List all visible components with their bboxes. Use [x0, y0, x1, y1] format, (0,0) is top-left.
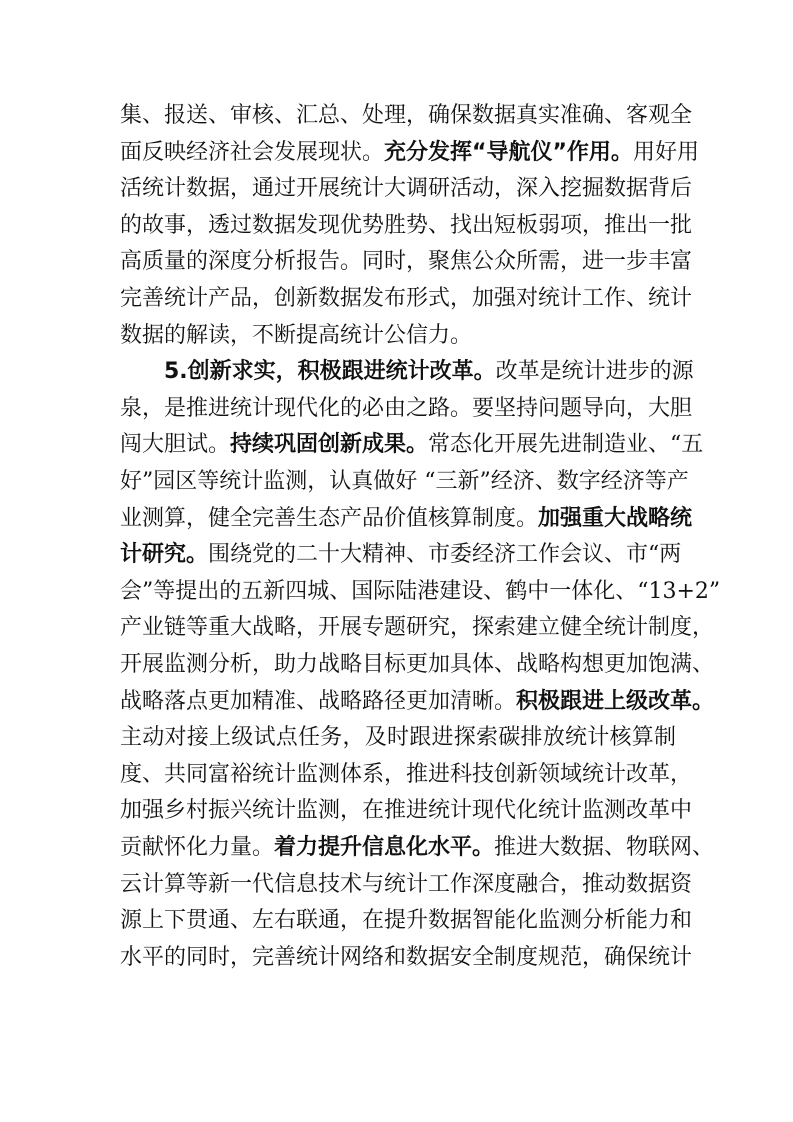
text-line	[120, 316, 676, 356]
text-line	[120, 791, 693, 831]
body-text: 数据的解读，不断提高统计公信力。	[120, 322, 473, 348]
text-line	[120, 682, 715, 722]
bold-heading-text: 积极跟进上级改革。	[516, 688, 715, 714]
bold-heading-text: 计研究。	[120, 542, 209, 568]
text-line	[120, 755, 693, 795]
body-text: 活统计数据，通过开展统计大调研活动，深入挖掘数据背后	[120, 176, 693, 202]
body-text: 改革是统计进步的源	[495, 359, 694, 385]
text-line	[120, 169, 693, 209]
body-text: 云计算等新一代信息技术与统计工作深度融合，推动数据资	[120, 871, 693, 897]
body-text: 集、报送、审核、汇总、处理，确保数据真实准确、客观全	[120, 103, 693, 128]
body-text: 战略落点更加精准、战略路径更加清晰。	[120, 688, 517, 714]
text-line	[120, 718, 676, 758]
text-line	[120, 608, 715, 648]
text-line	[120, 96, 693, 136]
body-text: 常态化开展先进制造业、“五	[428, 432, 704, 458]
body-text: 主动对接上级试点任务，及时跟进探索碳排放统计核算制	[120, 725, 676, 751]
text-line	[120, 645, 715, 685]
body-text: 泉，是推进统计现代化的必由之路。要坚持问题导向，大胆	[120, 395, 693, 421]
text-line	[120, 865, 693, 905]
text-line	[164, 352, 694, 392]
body-text: 闯大胆试。	[120, 432, 231, 458]
body-text: 度、共同富裕统计监测体系，推进科技创新领域统计改革，	[120, 761, 693, 787]
text-line	[120, 462, 689, 502]
body-text: 会”等提出的五新四城、国际陆港建设、鹤中一体化、“13+2”	[120, 578, 721, 604]
bold-heading-text: 持续巩固创新成果。	[230, 432, 429, 458]
body-text: 加强乡村振兴统计监测，在推进统计现代化统计监测改革中	[120, 798, 693, 824]
body-text: 好”园区等统计监测，认真做好 “三新”经济、数字经济等产	[120, 469, 689, 494]
body-text: 业测算，健全完善生态产品价值核算制度。	[120, 505, 539, 531]
text-line	[120, 133, 699, 173]
body-text: 的故事，透过数据发现优势胜势、找出短板弱项，推出一批	[120, 212, 693, 238]
bold-heading-text: 充分发挥“导航仪”作用。	[384, 139, 633, 165]
text-line	[120, 572, 721, 612]
body-text: 源上下贯通、左右联通，在提升数据智能化监测分析能力和	[120, 908, 693, 934]
body-text: 产业链等重大战略，开展专题研究，探索建立健全统计制度，	[120, 615, 715, 641]
text-line	[120, 425, 704, 465]
body-text: 开展监测分析，助力战略目标更加具体、战略构想更加饱满、	[120, 652, 715, 677]
text-line	[120, 828, 715, 868]
bold-heading-text: 加强重大战略统	[538, 505, 693, 531]
body-text: 用好用	[632, 139, 699, 165]
body-text: 完善统计产品，创新数据发布形式，加强对统计工作、统计	[120, 286, 693, 311]
text-line	[120, 535, 682, 575]
body-text: 面反映经济社会发展现状。	[120, 139, 385, 165]
text-line	[120, 242, 693, 282]
bold-heading-text: 5.创新求实，积极跟进统计改革。	[164, 359, 496, 385]
text-line	[120, 499, 693, 539]
body-text: 推进大数据、物联网、	[494, 835, 715, 860]
text-line	[120, 938, 693, 978]
body-text: 水平的同时，完善统计网络和数据安全制度规范，确保统计	[120, 944, 693, 970]
body-text: 围绕党的二十大精神、市委经济工作会议、市“两	[208, 542, 682, 568]
body-text: 贡献怀化力量。	[120, 835, 275, 860]
text-line	[120, 279, 693, 319]
text-line	[120, 206, 693, 246]
bold-heading-text: 着力提升信息化水平。	[274, 835, 495, 860]
text-line	[120, 901, 693, 941]
body-text: 高质量的深度分析报告。同时，聚焦公众所需，进一步丰富	[120, 249, 693, 275]
text-line	[120, 389, 693, 429]
